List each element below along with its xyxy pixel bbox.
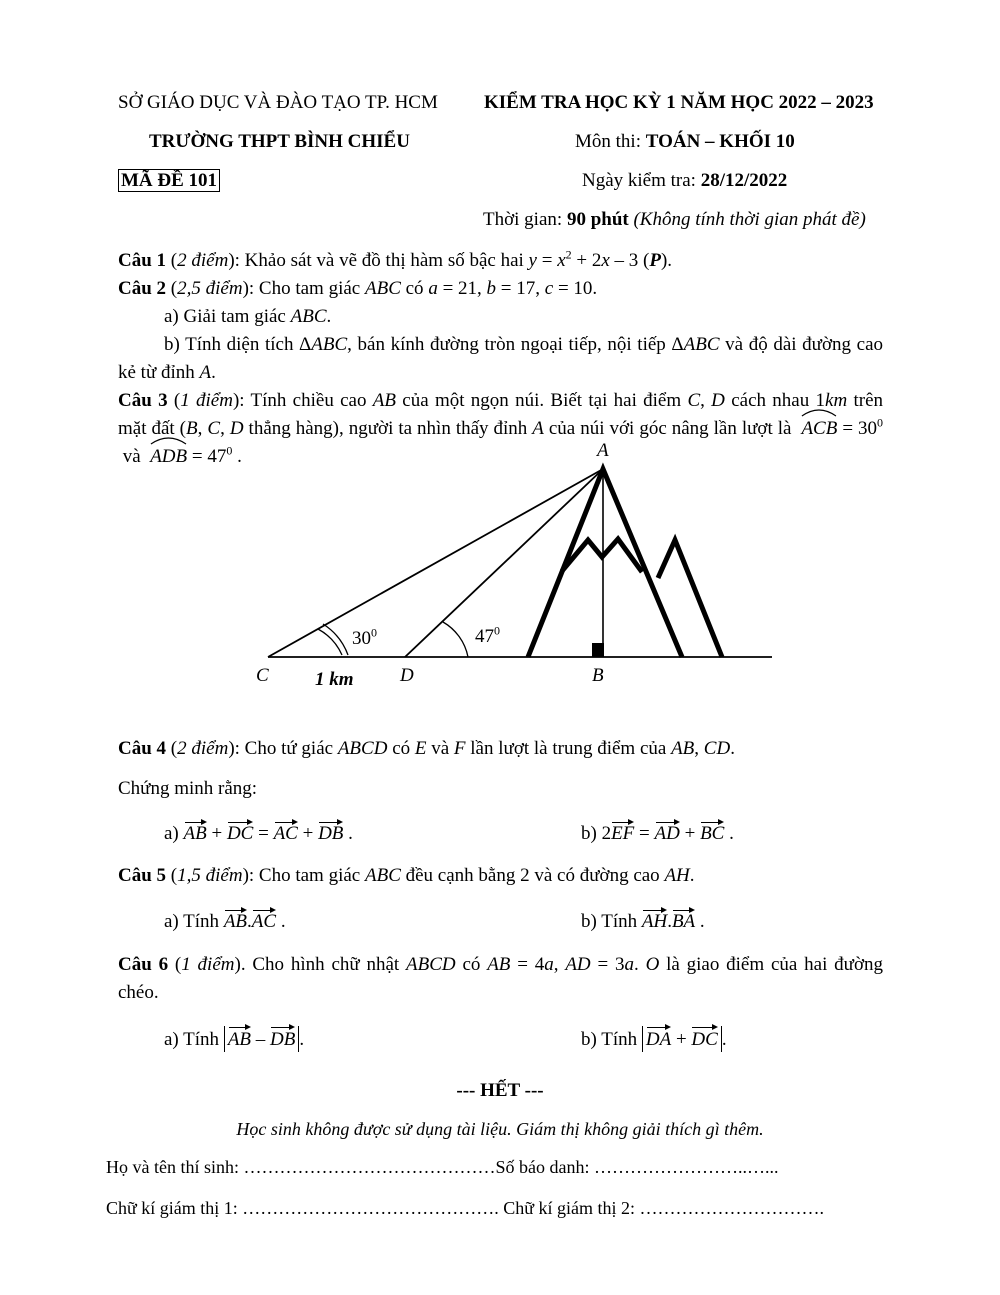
label-B: B bbox=[592, 665, 604, 686]
angle-D-label: $47^0$ bbox=[475, 623, 500, 647]
label-A: A bbox=[597, 440, 609, 461]
question-4b: b) 2EF = AD + BC . bbox=[581, 823, 734, 844]
angle-arc-C bbox=[318, 629, 342, 655]
subject-line: Môn thi: TOÁN – KHỐI 10 bbox=[575, 131, 795, 152]
question-5: Câu 5 (1,5 điểm): Cho tam giác ABC đều cạnh bằng 2 và có đường cao AH. bbox=[118, 865, 695, 886]
question-5a: a) Tính AB.AC . bbox=[164, 911, 286, 932]
question-2: Câu 2 (2,5 điểm): Cho tam giác ABC có a = 21, b = 17, c = 10. bbox=[118, 278, 598, 299]
angle-arc-D bbox=[443, 622, 468, 657]
end-marker: --- HẾT --- bbox=[456, 1080, 544, 1101]
question-3: Câu 3 (1 điểm): Tính chiều cao AB của một ngọn núi. Biết tại hai điểm C, D cách nhau 1km trên mặt đất (B, C, D thẳng hàng), người ta nhìn thấy đỉnh A của núi với góc nâng lần lượt là ACB = $30^0$ và ADB = $47^0$ . bbox=[118, 390, 884, 467]
right-angle-mark bbox=[592, 643, 604, 657]
school-name: TRƯỜNG THPT BÌNH CHIỂU bbox=[149, 131, 410, 152]
question-6b: b) Tính DA + DC . bbox=[581, 1026, 727, 1052]
label-C: C bbox=[256, 665, 269, 686]
question-6: Câu 6 (1 điểm). Cho hình chữ nhật ABCD có AB = 4a, AD = 3a. O là giao điểm của hai đường chéo. bbox=[118, 954, 884, 1003]
question-4-prove: Chứng minh rằng: bbox=[118, 778, 258, 799]
exam-note: Học sinh không được sử dụng tài liệu. Giám thị không giải thích gì thêm. bbox=[236, 1119, 764, 1139]
label-D: D bbox=[400, 665, 414, 686]
question-4a: a) AB + DC = AC + DB . bbox=[164, 823, 353, 844]
second-peak bbox=[658, 540, 722, 657]
exam-title: KIỂM TRA HỌC KỲ 1 NĂM HỌC 2022 – 2023 bbox=[484, 92, 874, 113]
question-6a: a) Tính AB – DB . bbox=[164, 1026, 304, 1052]
distance-label: 1 km bbox=[315, 669, 354, 690]
angle-C-label: $30^0$ bbox=[352, 625, 377, 649]
question-4: Câu 4 (2 điểm): Cho tứ giác ABCD có E và F lần lượt là trung điểm của AB, CD. bbox=[118, 738, 735, 759]
question-2a: a) Giải tam giác ABC. bbox=[164, 306, 332, 327]
candidate-info-line: Họ và tên thí sinh: ……………………………………Số báo danh: ……………………..…... bbox=[106, 1157, 779, 1177]
proctor-signature-line: Chữ kí giám thị 1: ……………………………………. Chữ kí giám thị 2: …………………………. bbox=[106, 1198, 825, 1218]
exam-code: MÃ ĐỀ 101 bbox=[118, 170, 220, 192]
question-1: Câu 1 (2 điểm): Khảo sát và vẽ đồ thị hàm số bậc hai $y = x^2 + 2x - 3$ (P). bbox=[118, 247, 673, 271]
exam-time: Thời gian: 90 phút (Không tính thời gian phát đề) bbox=[483, 209, 866, 230]
department-name: SỞ GIÁO DỤC VÀ ĐÀO TẠO TP. HCM bbox=[118, 92, 438, 113]
question-2b: b) Tính diện tích ΔABC, bán kính đường tròn ngoại tiếp, nội tiếp ΔABC và độ dài đường cao kẻ từ đỉnh A. bbox=[118, 334, 883, 383]
exam-date: Ngày kiểm tra: 28/12/2022 bbox=[582, 170, 788, 191]
question-5b: b) Tính AH.BA . bbox=[581, 911, 705, 932]
